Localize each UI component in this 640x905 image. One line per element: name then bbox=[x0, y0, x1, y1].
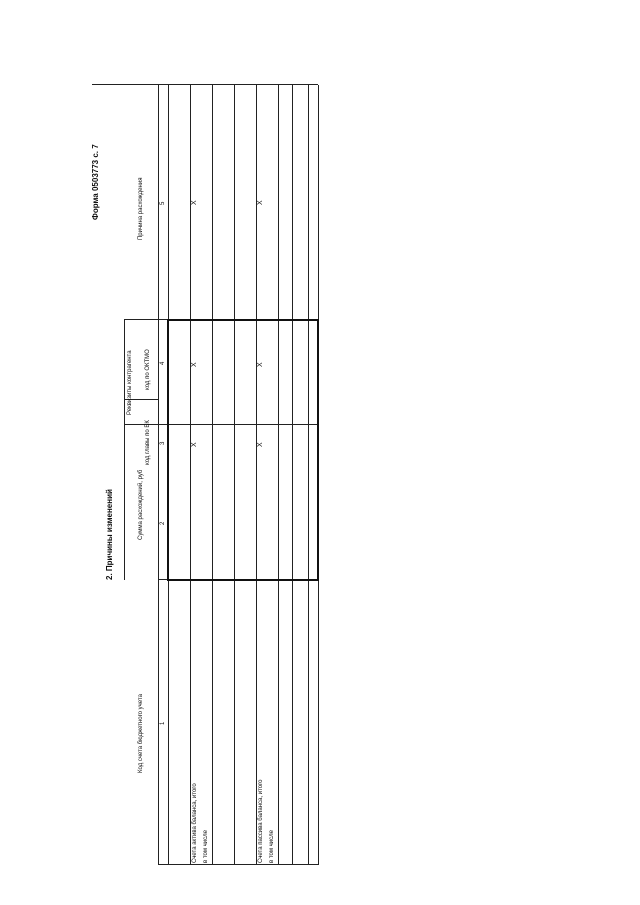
grid-line bbox=[124, 424, 318, 425]
grid-line bbox=[234, 85, 235, 865]
header-chapter-code: код главы по БК bbox=[145, 420, 151, 465]
grid-line bbox=[158, 864, 318, 865]
column-number: 2 bbox=[160, 521, 166, 525]
x-mark: X bbox=[257, 200, 264, 205]
bold-border bbox=[168, 319, 318, 321]
column-number: 5 bbox=[160, 201, 166, 205]
x-mark: X bbox=[191, 362, 198, 367]
form-label: Форма 0503773 с. 7 bbox=[91, 144, 100, 220]
column-number: 4 bbox=[160, 361, 166, 365]
x-mark: X bbox=[257, 362, 264, 367]
bold-border bbox=[167, 319, 169, 581]
x-mark: X bbox=[191, 442, 198, 447]
grid-line bbox=[124, 320, 125, 580]
grid-line bbox=[292, 85, 293, 865]
header-counterparty-group: Реквизиты контрагента bbox=[127, 350, 133, 415]
grid-line bbox=[308, 85, 309, 865]
header-account-code: Код счета бюджетного учета bbox=[138, 694, 144, 773]
bold-border bbox=[168, 579, 318, 581]
grid-line bbox=[278, 85, 279, 865]
bold-border bbox=[317, 319, 319, 581]
x-mark: X bbox=[191, 200, 198, 205]
row-label: в том числе bbox=[269, 830, 275, 863]
section-title: 2. Причины изменений bbox=[105, 489, 114, 580]
row-label: в том числе bbox=[203, 830, 209, 863]
rotated-sheet bbox=[90, 85, 330, 865]
row-label: Счета актива баланса, итого bbox=[192, 783, 198, 863]
grid-line bbox=[92, 84, 318, 85]
header-oktmo-code: код по ОКТМО bbox=[145, 349, 151, 390]
x-mark: X bbox=[257, 442, 264, 447]
column-number: 3 bbox=[160, 441, 166, 445]
column-number: 1 bbox=[160, 721, 166, 725]
grid-line bbox=[158, 85, 159, 865]
row-label: Счета пассива баланса, итого bbox=[258, 779, 264, 863]
header-amount: Сумма расхождений, руб bbox=[138, 469, 144, 540]
grid-line bbox=[212, 85, 213, 865]
header-reason: Причина расхождения bbox=[138, 177, 144, 240]
